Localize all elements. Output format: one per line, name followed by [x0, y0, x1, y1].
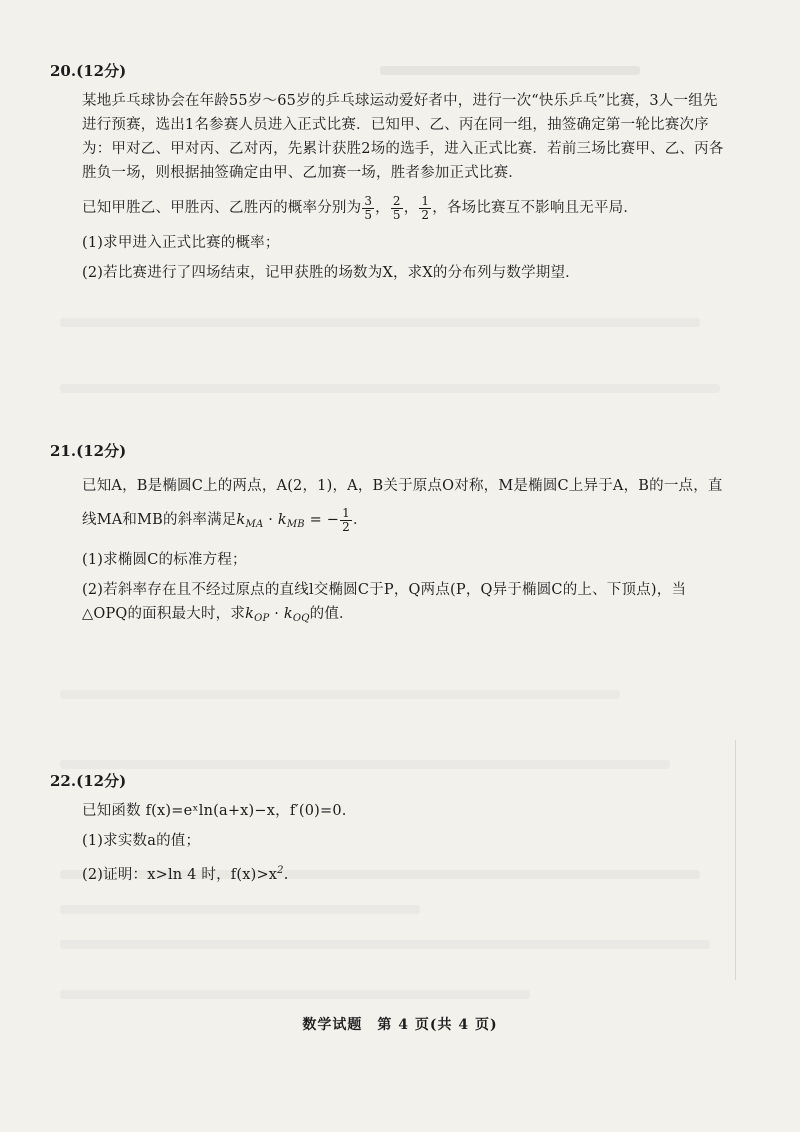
sub-question-1: (1)求甲进入正式比赛的概率； — [82, 235, 280, 251]
question-22 — [50, 770, 730, 893]
fraction-1-2: $\frac{1}{2}$ — [421, 193, 430, 222]
sub-question-2: (2)若斜率存在且不经过原点的直线l交椭圆C于P，Q两点(P，Q异于椭圆C的上、下顶点)，当△OPQ的面积最大时，求$k_{OP} \cdot k_{OQ}$的值． — [82, 582, 687, 624]
question-number: 21. — [50, 442, 77, 460]
bleed-through-mark — [60, 318, 700, 327]
fraction-3-5: $\frac{3}{5}$ — [364, 193, 373, 222]
question-points: (12分) — [76, 772, 127, 790]
question-text: 某地乒乓球协会在年龄55岁～65岁的乒乓球运动爱好者中，进行一次“快乐乒乓”比赛，3人一组先进行预赛，选出1名参赛人员进入正式比赛．已知甲、乙、丙在同一组，抽签确定第一轮比赛次序为：甲对乙、甲对丙、乙对丙，先累计获胜2场的选手，进入正式比赛．若前三场比赛甲、乙、丙各胜负一场，则根据抽签确定由甲、乙加赛一场，胜者参加正式比赛． — [82, 93, 724, 181]
question-text: 已知函数 f(x)=eˣln(a+x)−x，f′(0)=0. — [82, 803, 347, 819]
question-header — [50, 440, 730, 461]
fraction-2-5: $\frac{2}{5}$ — [392, 193, 401, 222]
question-number: 22. — [50, 772, 77, 790]
bleed-through-mark — [60, 990, 530, 999]
question-number: 20. — [50, 62, 77, 80]
question-condition: 已知甲胜乙、甲胜丙、乙胜丙的概率分别为 $\frac{3}{5}$ ， $\frac{2}{5}$ ， $\frac{1}{2}$ ，各场比赛互不影响且无平局． — [82, 193, 639, 222]
condition-text-end: ，各场比赛互不影响且无平局． — [432, 200, 639, 216]
question-20 — [50, 60, 730, 291]
fraction-1-2: $\frac{1}{2}$ — [342, 505, 351, 534]
question-21 — [50, 440, 730, 637]
question-header — [50, 770, 730, 791]
question-text: 已知A，B是椭圆C上的两点，A(2，1)，A，B关于原点O对称，M是椭圆C上异于A，B的一点，直线MA和MB的斜率满足$k_{MA} \cdot k_{MB}$ = − $\frac{1}{2}$ ． — [82, 478, 723, 534]
question-header — [50, 60, 730, 81]
bleed-through-mark — [60, 760, 670, 769]
bleed-through-mark — [60, 384, 720, 393]
bleed-through-line — [735, 740, 736, 980]
question-points: (12分) — [76, 62, 127, 80]
bleed-through-mark — [60, 905, 420, 914]
condition-text: 已知甲胜乙、甲胜丙、乙胜丙的概率分别为 — [82, 200, 362, 216]
bleed-through-mark — [60, 940, 710, 949]
question-points: (12分) — [76, 442, 127, 460]
bleed-through-mark — [60, 690, 620, 699]
sub-question-2: (2)若比赛进行了四场结束，记甲获胜的场数为X，求X的分布列与数学期望． — [82, 265, 580, 281]
sub-question-1: (1)求实数a的值； — [82, 833, 201, 849]
page-footer: 数学试题 第 4 页(共 4 页) — [302, 1017, 498, 1033]
sub-question-2: (2)证明：x>ln 4 时，$f(x)>x^2$. — [82, 865, 289, 883]
sub-question-1: (1)求椭圆C的标准方程； — [82, 552, 247, 568]
